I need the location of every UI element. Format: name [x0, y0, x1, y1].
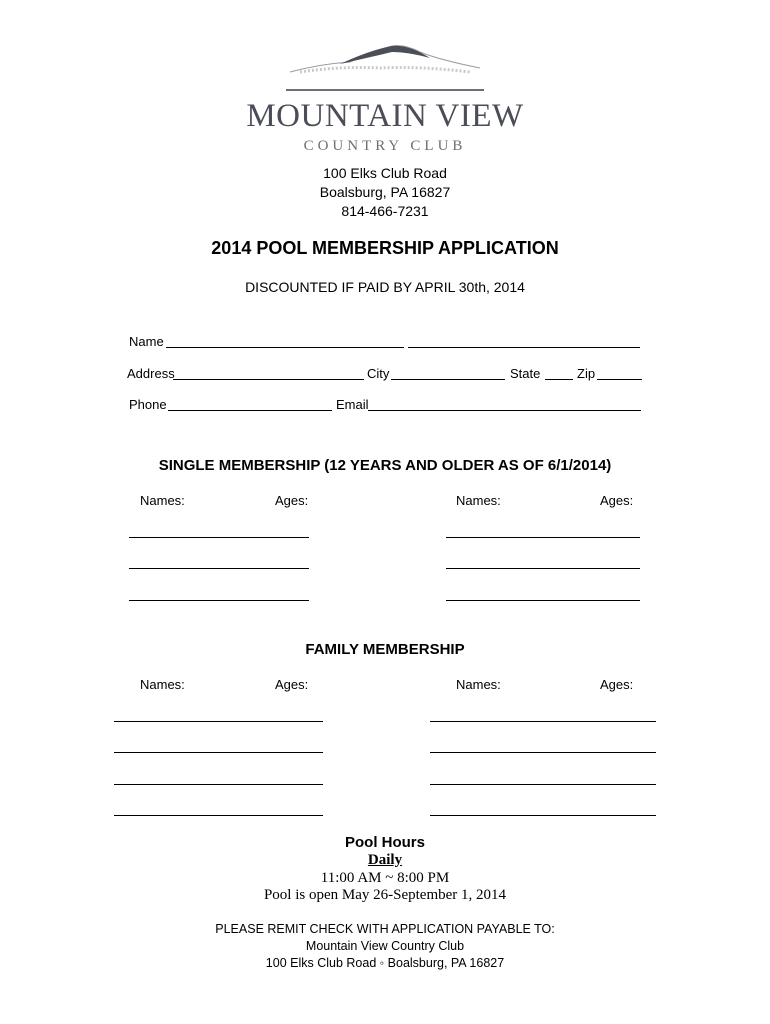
- family-entry-line[interactable]: [114, 752, 323, 753]
- single-entry-line[interactable]: [129, 568, 309, 569]
- zip-label: Zip: [577, 366, 596, 381]
- state-field[interactable]: [545, 379, 573, 380]
- family-names-label-right: Names:: [456, 677, 501, 692]
- name-field[interactable]: [166, 347, 404, 348]
- pool-hours-heading: Pool Hours: [344, 834, 425, 851]
- family-entry-line[interactable]: [430, 815, 656, 816]
- state-label: State: [510, 366, 541, 381]
- family-entry-line[interactable]: [430, 721, 656, 722]
- single-ages-label-right: Ages:: [600, 493, 634, 508]
- zip-field[interactable]: [597, 379, 642, 380]
- family-entry-line[interactable]: [114, 784, 323, 785]
- page-title: 2014 POOL MEMBERSHIP APPLICATION: [211, 238, 559, 258]
- email-field[interactable]: [368, 410, 641, 411]
- single-entry-line[interactable]: [129, 537, 309, 538]
- address-line-1: 100 Elks Club Road: [323, 165, 447, 181]
- phone-label: Phone: [129, 397, 167, 412]
- single-names-label-left: Names:: [140, 493, 185, 508]
- family-entry-line[interactable]: [430, 752, 656, 753]
- family-membership-heading: FAMILY MEMBERSHIP: [305, 641, 465, 658]
- family-entry-line[interactable]: [114, 721, 323, 722]
- phone-number: 814-466-7231: [341, 203, 429, 219]
- logo-title: MOUNTAIN VIEW: [246, 98, 524, 134]
- single-entry-line[interactable]: [446, 568, 640, 569]
- single-entry-line[interactable]: [129, 600, 309, 601]
- mountain-logo-icon: [280, 42, 490, 94]
- name-label: Name: [129, 334, 164, 349]
- email-label: Email: [336, 397, 369, 412]
- family-ages-label-right: Ages:: [600, 677, 634, 692]
- phone-field[interactable]: [168, 410, 332, 411]
- family-names-label-left: Names:: [140, 677, 185, 692]
- single-entry-line[interactable]: [446, 600, 640, 601]
- city-field[interactable]: [391, 379, 505, 380]
- name-field-2[interactable]: [408, 347, 640, 348]
- remit-line-2: Mountain View Country Club: [305, 939, 465, 953]
- address-label: Address: [127, 366, 175, 381]
- logo-subtitle: COUNTRY CLUB: [303, 138, 467, 154]
- pool-hours-time: 11:00 AM ~ 8:00 PM: [320, 870, 450, 886]
- remit-line-3: 100 Elks Club Road ◦ Boalsburg, PA 16827: [265, 956, 505, 970]
- city-label: City: [367, 366, 390, 381]
- family-entry-line[interactable]: [430, 784, 656, 785]
- single-names-label-right: Names:: [456, 493, 501, 508]
- family-ages-label-left: Ages:: [275, 677, 309, 692]
- pool-season: Pool is open May 26-September 1, 2014: [263, 887, 507, 903]
- single-membership-heading: SINGLE MEMBERSHIP (12 YEARS AND OLDER AS OF 6/1/2014): [158, 457, 612, 474]
- address-line-2: Boalsburg, PA 16827: [319, 184, 451, 200]
- discount-note: DISCOUNTED IF PAID BY APRIL 30th, 2014: [245, 279, 525, 295]
- single-entry-line[interactable]: [446, 537, 640, 538]
- single-ages-label-left: Ages:: [275, 493, 309, 508]
- address-field[interactable]: [173, 379, 364, 380]
- family-entry-line[interactable]: [114, 815, 323, 816]
- pool-hours-daily: Daily: [367, 852, 403, 868]
- remit-line-1: PLEASE REMIT CHECK WITH APPLICATION PAYABLE TO:: [215, 922, 555, 936]
